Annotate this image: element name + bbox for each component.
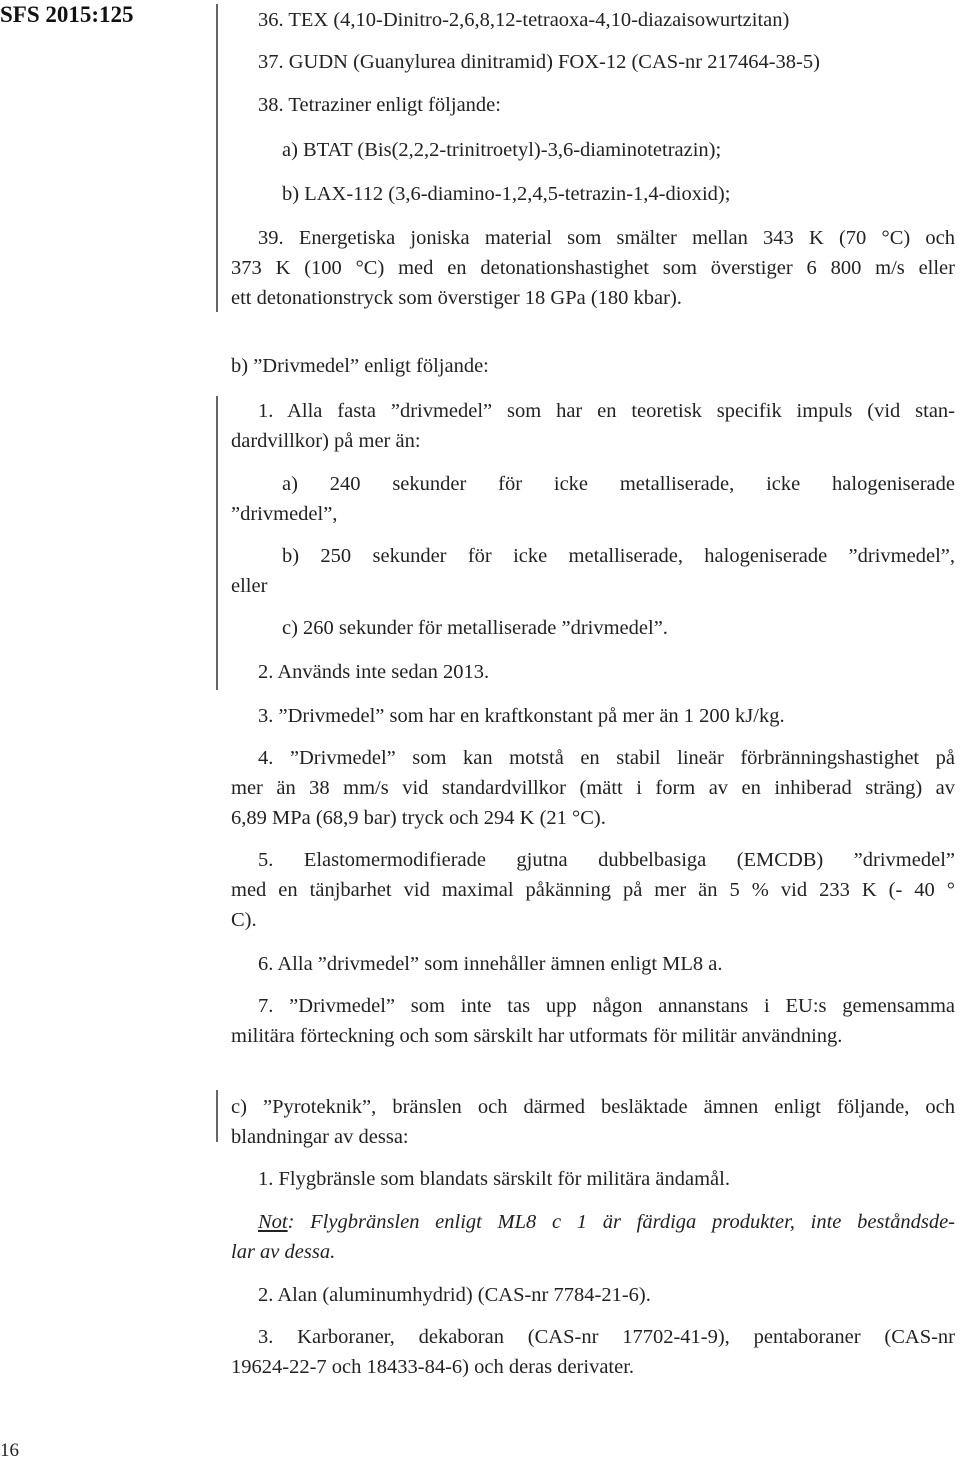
paragraph: 1. Alla fasta ”drivmedel” som har en teoretisk specifik impuls (vid stan- (258, 400, 955, 422)
paragraph: 6,89 MPa (68,9 bar) tryck och 294 K (21 °C). (231, 807, 606, 829)
paragraph: 5. Elastomermodifierade gjutna dubbelbasiga (EMCDB) ”drivmedel” (258, 849, 955, 871)
list-subitem: ”drivmedel”, (231, 503, 338, 525)
section-heading: c) ”Pyroteknik”, bränslen och därmed besläktade ämnen enligt följande, och (231, 1096, 955, 1118)
paragraph: 6. Alla ”drivmedel” som innehåller ämnen enligt ML8 a. (258, 953, 723, 975)
note-text: : Flygbränslen enligt ML8 c 1 är färdiga produkter, inte beståndsde- (287, 1211, 955, 1233)
paragraph: 2. Alan (aluminumhydrid) (CAS-nr 7784-21-6). (258, 1284, 651, 1306)
list-item: 38. Tetraziner enligt följande: (258, 94, 501, 116)
paragraph: C). (231, 909, 257, 931)
change-bar (216, 396, 218, 690)
paragraph: 7. ”Drivmedel” som inte tas upp någon annanstans i EU:s gemensamma (258, 995, 955, 1017)
paragraph: 4. ”Drivmedel” som kan motstå en stabil lineär förbränningshastighet på (258, 747, 955, 769)
list-item: 37. GUDN (Guanylurea dinitramid) FOX-12 (CAS-nr 217464-38-5) (258, 51, 820, 73)
list-subitem: a) 240 sekunder för icke metalliserade, icke halogeniserade (282, 473, 955, 495)
note (258, 1210, 955, 1234)
document-reference: SFS 2015:125 (0, 2, 134, 27)
paragraph: militära förteckning och som särskilt har utformats för militär användning. (231, 1025, 843, 1047)
list-item: 39. Energetiska joniska material som smälter mellan 343 K (70 °C) och (258, 227, 955, 249)
section-heading: blandningar av dessa: (231, 1126, 409, 1148)
list-item: ett detonationstryck som överstiger 18 GPa (180 kbar). (231, 287, 682, 309)
change-bar (216, 1090, 218, 1142)
note-label: Not (258, 1211, 288, 1233)
paragraph: mer än 38 mm/s vid standardvillkor (mätt i form av en inhiberad sträng) av (231, 777, 955, 799)
section-heading: b) ”Drivmedel” enligt följande: (231, 355, 489, 377)
list-subitem: c) 260 sekunder för metalliserade ”drivmedel”. (282, 617, 668, 639)
paragraph: 1. Flygbränsle som blandats särskilt för militära ändamål. (258, 1168, 730, 1190)
note: lar av dessa. (231, 1241, 336, 1263)
paragraph: 3. ”Drivmedel” som har en kraftkonstant på mer än 1 200 kJ/kg. (258, 705, 785, 727)
list-subitem: eller (231, 575, 268, 597)
list-item: 373 K (100 °C) med en detonationshastighet som överstiger 6 800 m/s eller (231, 257, 955, 279)
list-subitem: b) 250 sekunder för icke metalliserade, halogeniserade ”drivmedel”, (282, 545, 955, 567)
paragraph: med en tänjbarhet vid maximal påkänning på mer än 5 % vid 233 K (- 40 ° (231, 879, 955, 901)
paragraph: 2. Används inte sedan 2013. (258, 661, 490, 683)
paragraph: 19624-22-7 och 18433-84-6) och deras derivater. (231, 1356, 635, 1378)
change-bar (216, 4, 218, 312)
paragraph: dardvillkor) på mer än: (231, 430, 421, 452)
paragraph: 3. Karboraner, dekaboran (CAS-nr 17702-41-9), pentaboraner (CAS-nr (258, 1326, 955, 1348)
page-number: 16 (0, 1440, 19, 1461)
list-subitem: b) LAX-112 (3,6-diamino-1,2,4,5-tetrazin-1,4-dioxid); (282, 183, 731, 205)
list-item: 36. TEX (4,10-Dinitro-2,6,8,12-tetraoxa-4,10-diazaisowurtzitan) (258, 9, 790, 31)
list-subitem: a) BTAT (Bis(2,2,2-trinitroetyl)-3,6-diaminotetrazin); (282, 139, 722, 161)
